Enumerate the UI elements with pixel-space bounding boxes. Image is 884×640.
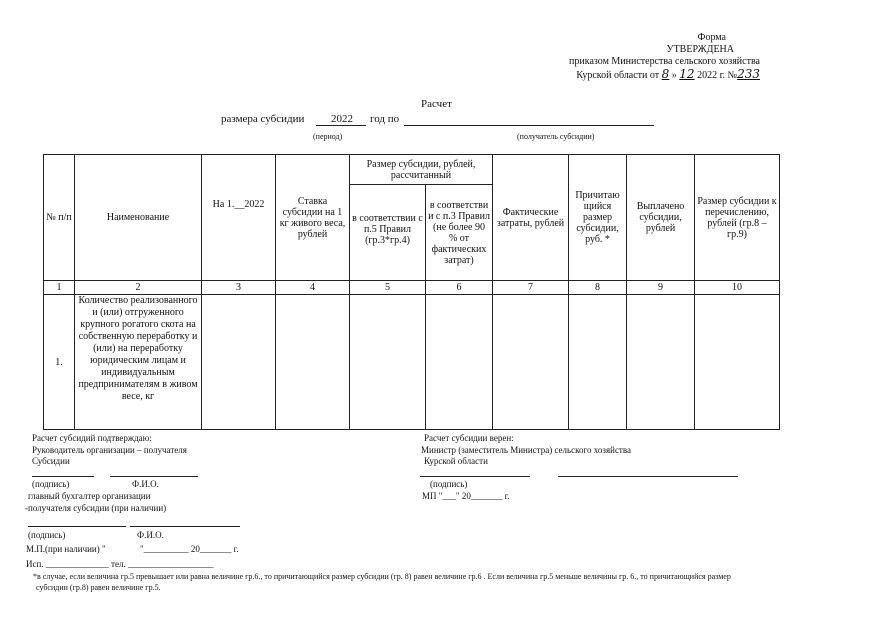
row-cell-8[interactable] <box>569 295 627 430</box>
left-sign-line-2[interactable] <box>28 526 126 527</box>
right-sign-line[interactable] <box>420 476 530 477</box>
table-row <box>44 295 780 430</box>
footnote-line-1: *в случае, если величина гр.5 превышает или равна величине гр.6., то причитающийся размер субсидии (гр. 8) равен величине гр.6 . Если величина гр.5 меньше величины гр. 6., то причитающийся размер <box>33 572 731 581</box>
accountant-line-1: главный бухгалтер организации <box>28 491 151 501</box>
header-col-p3: в соответстви и с п.3 Правил (не более 90 % от фактических затрат) <box>426 185 493 281</box>
sign-caption-1: (подпись) <box>32 479 70 489</box>
header-col-rate: Ставка субсидии на 1 кг живого веса, рублей <box>276 155 350 281</box>
right-minister-line-1: Министр (заместитель Министра) сельского хозяйства <box>421 445 631 455</box>
fio-caption-1: Ф.И.О. <box>132 479 159 489</box>
left-fio-line-1[interactable] <box>110 476 198 477</box>
row-number: 1. <box>44 295 75 430</box>
document-title: Расчет <box>421 98 452 110</box>
region-line-prefix: Курской области от <box>576 70 660 81</box>
right-minister-line-2: Курской области <box>424 456 488 466</box>
order-line: приказом Министерства сельского хозяйства <box>569 56 760 67</box>
column-number-2: 2 <box>75 281 202 295</box>
title-year-value: 2022 <box>331 113 353 125</box>
left-fio-line-2[interactable] <box>130 526 240 527</box>
fio-caption-2: Ф.И.О. <box>137 530 164 540</box>
subsidy-table <box>43 154 780 430</box>
column-number-9: 9 <box>627 281 695 295</box>
column-number-1: 1 <box>44 281 75 295</box>
header-col-due-subsidy: Причитаю щийся размер субсидии, руб. * <box>569 155 627 281</box>
year-prefix: 2022 г. № <box>697 70 738 81</box>
date-month: 12 <box>679 67 695 81</box>
performer-line[interactable]: Исп. ______________ тел. ___________________ <box>26 559 214 569</box>
left-head-line-2: Субсидии <box>32 456 70 466</box>
right-verified-label: Расчет субсидии верен: <box>424 433 514 443</box>
period-underline <box>316 125 366 126</box>
period-caption: (период) <box>313 132 343 141</box>
mp-left-label: М.П.(при наличии) " <box>26 544 106 554</box>
column-number-8: 8 <box>569 281 627 295</box>
column-number-3: 3 <box>202 281 276 295</box>
header-col-p5: в соответствии с п.5 Правил (гр.3*гр.4) <box>350 185 426 281</box>
header-col-paid: Выплачено субсидии, рублей <box>627 155 695 281</box>
header-col-date: На 1.__2022 <box>202 155 276 281</box>
column-number-6: 6 <box>426 281 493 295</box>
header-col-to-transfer: Размер субсидии к перечислению, рублей (гр.8 – гр.9) <box>695 155 780 281</box>
title-line-mid: год по <box>370 113 400 125</box>
left-head-line-1: Руководитель организации – получателя <box>32 445 187 455</box>
accountant-line-2: -получателя субсидии (при наличии) <box>25 503 167 513</box>
row-cell-3[interactable] <box>202 295 276 430</box>
left-date-line: "__________ 20_______ г. <box>140 544 239 554</box>
row-cell-7[interactable] <box>493 295 569 430</box>
row-cell-10[interactable] <box>695 295 780 430</box>
date-day: 8 <box>661 67 670 81</box>
header-group-calculated: Размер субсидии, рублей, рассчитанный <box>350 155 493 185</box>
left-sign-line-1[interactable] <box>32 476 94 477</box>
row-cell-9[interactable] <box>627 295 695 430</box>
right-sign-caption: (подпись) <box>430 479 468 489</box>
header-row-top <box>44 155 780 185</box>
column-number-10: 10 <box>695 281 780 295</box>
form-approval-block <box>530 32 760 82</box>
row-cell-6[interactable] <box>426 295 493 430</box>
header-col-name: Наименование <box>75 155 202 281</box>
approved-label: УТВЕРЖДЕНА <box>666 44 734 55</box>
right-fio-line[interactable] <box>558 476 738 477</box>
recipient-caption: (получатель субсидии) <box>517 132 595 141</box>
row-cell-4[interactable] <box>276 295 350 430</box>
column-number-4: 4 <box>276 281 350 295</box>
recipient-underline <box>404 125 654 126</box>
column-number-row <box>44 281 780 295</box>
header-col-actual-costs: Фактические затраты, рублей <box>493 155 569 281</box>
column-number-5: 5 <box>350 281 426 295</box>
row-cell-5[interactable] <box>350 295 426 430</box>
column-number-7: 7 <box>493 281 569 295</box>
region-date-line: Курской области от 8 » 12 2022 г. №233 <box>576 67 760 81</box>
form-label: Форма <box>697 32 726 43</box>
right-mp-date-line: МП "___" 20_______ г. <box>422 491 510 501</box>
title-line-prefix: размера субсидии <box>221 113 305 125</box>
order-number: 233 <box>737 67 760 81</box>
row-name: Количество реализованного и (или) отгруженного крупного рогатого скота на собственную переработку и (или) на переработку юридическим лицам и индивидуальным предпринимателям в живом весе, кг <box>75 295 202 430</box>
left-confirm-label: Расчет субсидий подтверждаю: <box>32 433 152 443</box>
header-col-number: № п/п <box>44 155 75 281</box>
sign-caption-2: (подпись) <box>28 530 66 540</box>
footnote-line-2: субсидии (гр.8) равен величине гр.5. <box>36 583 161 592</box>
